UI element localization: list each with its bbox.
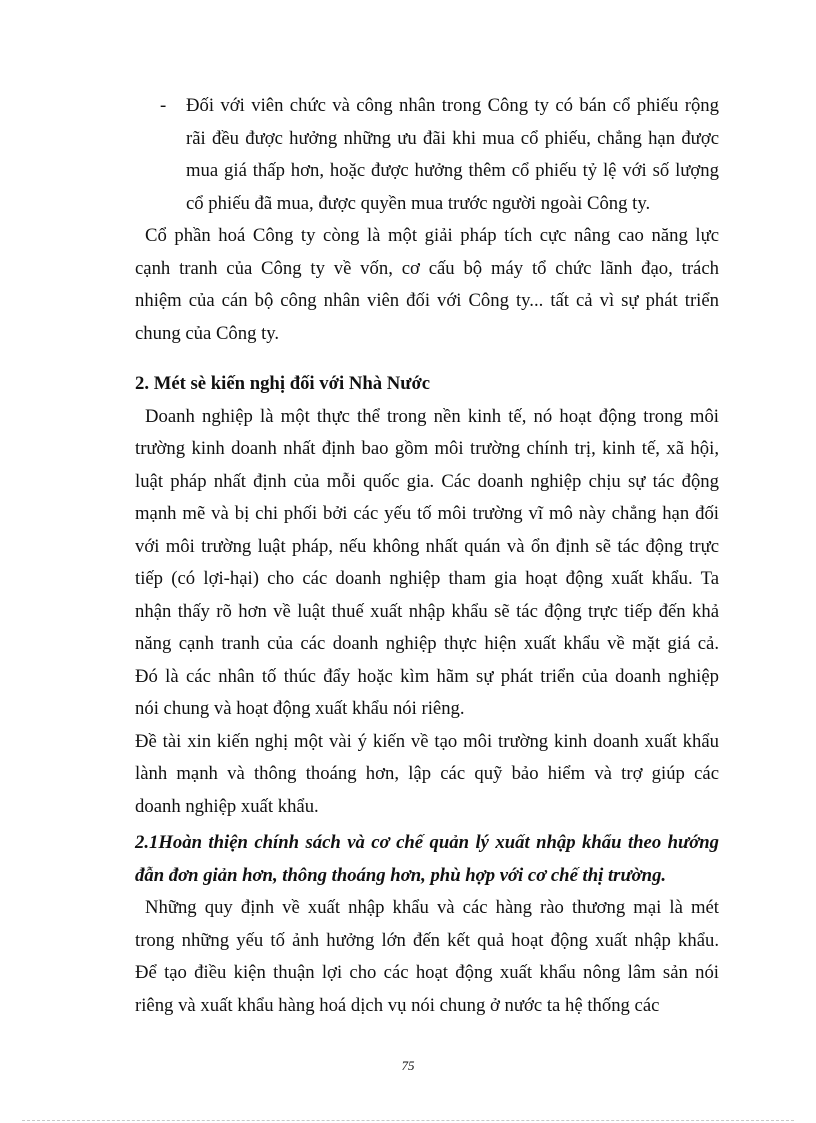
page-number: 75 bbox=[401, 1058, 415, 1073]
paragraph-line: luật pháp nhất định của mỗi quốc gia. Các doanh nghiệp chịu sự tác động bbox=[135, 470, 719, 492]
paragraph-line: doanh nghiệp xuất khẩu. bbox=[135, 795, 319, 817]
paragraph-line: Những quy định về xuất nhập khẩu và các hàng rào thương mại là mét bbox=[145, 897, 719, 918]
paragraph-line: trường kinh doanh nhất định bao gồm môi trường chính trị, kinh tế, xã hội, bbox=[135, 438, 719, 459]
bullet-line: rãi đều được hưởng những ưu đãi khi mua cổ phiếu, chẳng hạn được bbox=[186, 127, 719, 149]
paragraph-line: trong những yếu tố ảnh hưởng lớn đến kết quả hoạt động xuất nhập khẩu. bbox=[135, 929, 719, 951]
paragraph-line: riêng và xuất khẩu hàng hoá dịch vụ nói chung ở nước ta hệ thống các bbox=[135, 994, 660, 1016]
document-body bbox=[135, 90, 719, 1022]
paragraph-line: với môi trường luật pháp, nếu không nhất quán và ổn định sẽ tác động trực bbox=[135, 535, 719, 557]
paragraph-line: tiếp (có lợi-hại) cho các doanh nghiệp tham gia hoạt động xuất khẩu. Ta bbox=[135, 568, 719, 589]
paragraph-line: Đó là các nhân tố thúc đẩy hoặc kìm hãm sự phát triển của doanh nghiệp bbox=[135, 665, 719, 687]
subsection-heading: đẫn đơn giản hơn, thông thoáng hơn, phù hợp với cơ chế thị trường. bbox=[135, 864, 667, 886]
paragraph-line: cạnh tranh của Công ty về vốn, cơ cấu bộ máy tổ chức lãnh đạo, trách bbox=[135, 257, 719, 279]
subsection-heading: 2.1Hoàn thiện chính sách và cơ chế quản lý xuất nhập khẩu theo hướng bbox=[135, 832, 719, 853]
section-heading: 2. Mét sè kiến nghị đối với Nhà Nước bbox=[135, 373, 431, 394]
paragraph-line: Để tạo điều kiện thuận lợi cho các hoạt động xuất khẩu nông lâm sản nói bbox=[135, 962, 719, 983]
paragraph-line: mạnh mẽ và bị chi phối bởi các yếu tố môi trường vĩ mô này chẳng hạn đối bbox=[135, 503, 719, 524]
paragraph-line: nói chung và hoạt động xuất khẩu nói riêng. bbox=[135, 698, 465, 719]
bullet-line: Đối với viên chức và công nhân trong Công ty có bán cổ phiếu rộng bbox=[186, 95, 719, 116]
paragraph-line: lành mạnh và thông thoáng hơn, lập các quỹ bảo hiểm và trợ giúp các bbox=[135, 763, 719, 784]
bullet-marker: - bbox=[160, 95, 167, 116]
paragraph-line: chung của Công ty. bbox=[135, 322, 280, 344]
paragraph-line: nhiệm của cán bộ công nhân viên đối với Công ty... tất cả vì sự phát triển bbox=[135, 290, 719, 311]
bullet-item bbox=[135, 90, 719, 123]
paragraph-line: Đề tài xin kiến nghị một vài ý kiến về tạo môi trường kinh doanh xuất khẩu bbox=[135, 730, 719, 752]
bullet-line: mua giá thấp hơn, hoặc được hưởng thêm cổ phiếu tỷ lệ với số lượng bbox=[186, 160, 719, 181]
paragraph-line: nhận thấy rõ hơn về luật thuế xuất nhập khẩu sẽ tác động trực tiếp đến khả bbox=[135, 600, 719, 622]
bullet-line: cổ phiếu đã mua, được quyền mua trước người ngoài Công ty. bbox=[186, 192, 651, 214]
paragraph-line: Cổ phần hoá Công ty còng là một giải pháp tích cực nâng cao năng lực bbox=[145, 225, 719, 246]
page-divider bbox=[22, 1120, 794, 1121]
paragraph-line: Doanh nghiệp là một thực thể trong nền kinh tế, nó hoạt động trong môi bbox=[145, 405, 719, 427]
paragraph-line: năng cạnh tranh của các doanh nghiệp thực hiện xuất khẩu về mặt giá cả. bbox=[135, 633, 719, 654]
